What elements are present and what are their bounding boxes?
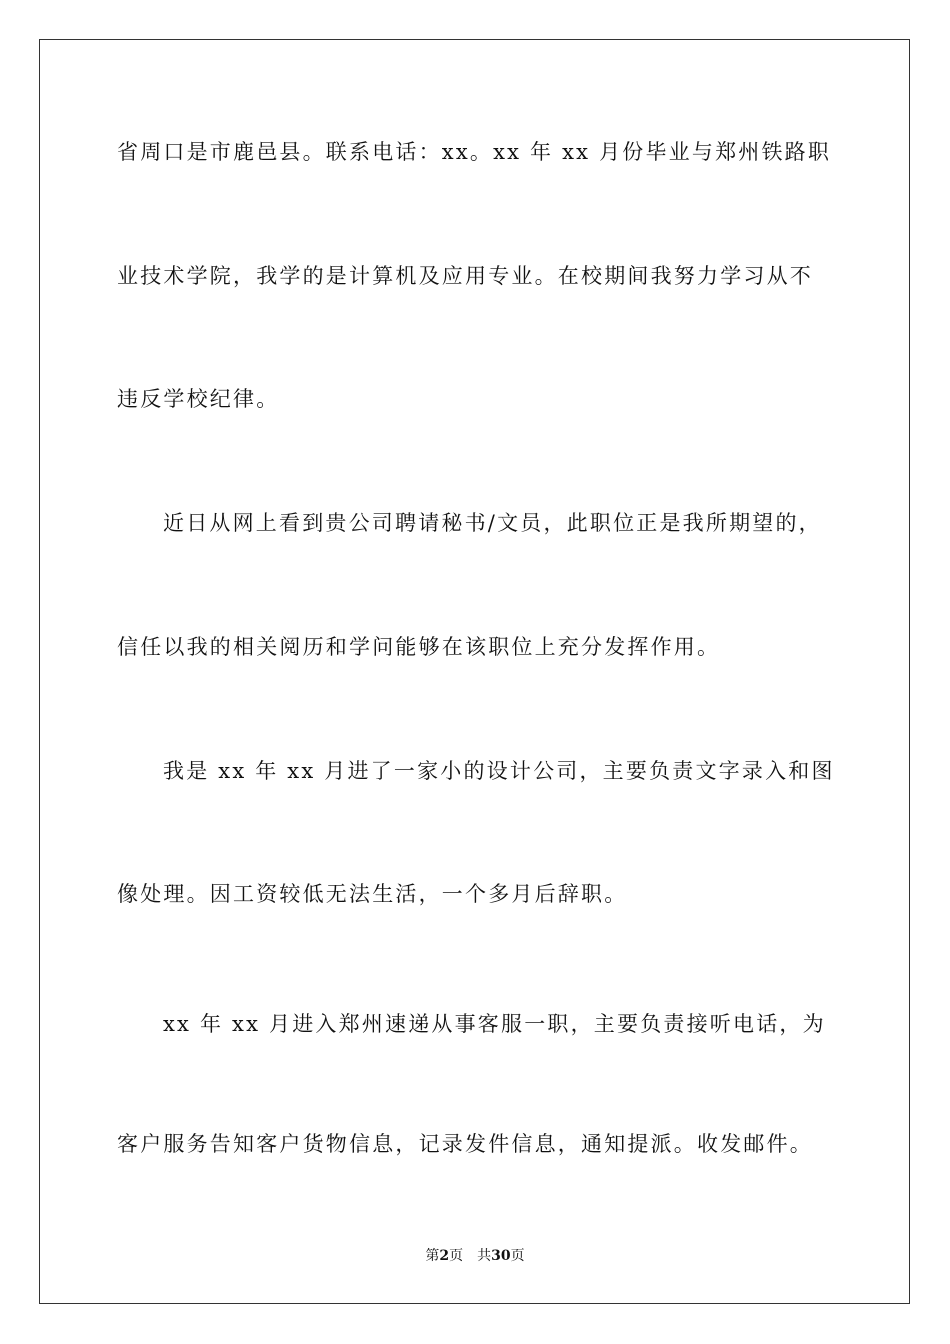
- total-prefix: 共: [477, 1248, 492, 1264]
- page-footer: [0, 1247, 950, 1265]
- body-line-5: 信任以我的相关阅历和学问能够在该职位上充分发挥作用。: [117, 635, 721, 659]
- total-suffix: 页: [510, 1248, 525, 1264]
- body-line-8: xx 年 xx 月进入郑州速递从事客服一职，主要负责接听电话，为: [163, 1012, 826, 1036]
- body-line-1: 省周口是市鹿邑县。联系电话：xx。xx 年 xx 月份毕业与郑州铁路职: [117, 140, 832, 164]
- page-number: 2: [439, 1248, 450, 1264]
- body-line-6: 我是 xx 年 xx 月进了一家小的设计公司，主要负责文字录入和图: [163, 759, 835, 783]
- page-border: [39, 39, 910, 1304]
- body-line-2: 业技术学院，我学的是计算机及应用专业。在校期间我努力学习从不: [117, 264, 813, 288]
- body-line-9: 客户服务告知客户货物信息，记录发件信息，通知提派。收发邮件。: [117, 1132, 813, 1156]
- total-pages: 30: [491, 1248, 511, 1264]
- body-line-4: 近日从网上看到贵公司聘请秘书/文员，此职位正是我所期望的，: [163, 511, 822, 535]
- page-suffix: 页: [449, 1248, 464, 1264]
- page-prefix: 第: [425, 1248, 440, 1264]
- body-line-3: 违反学校纪律。: [117, 387, 280, 411]
- body-line-7: 像处理。因工资较低无法生活，一个多月后辞职。: [117, 882, 628, 906]
